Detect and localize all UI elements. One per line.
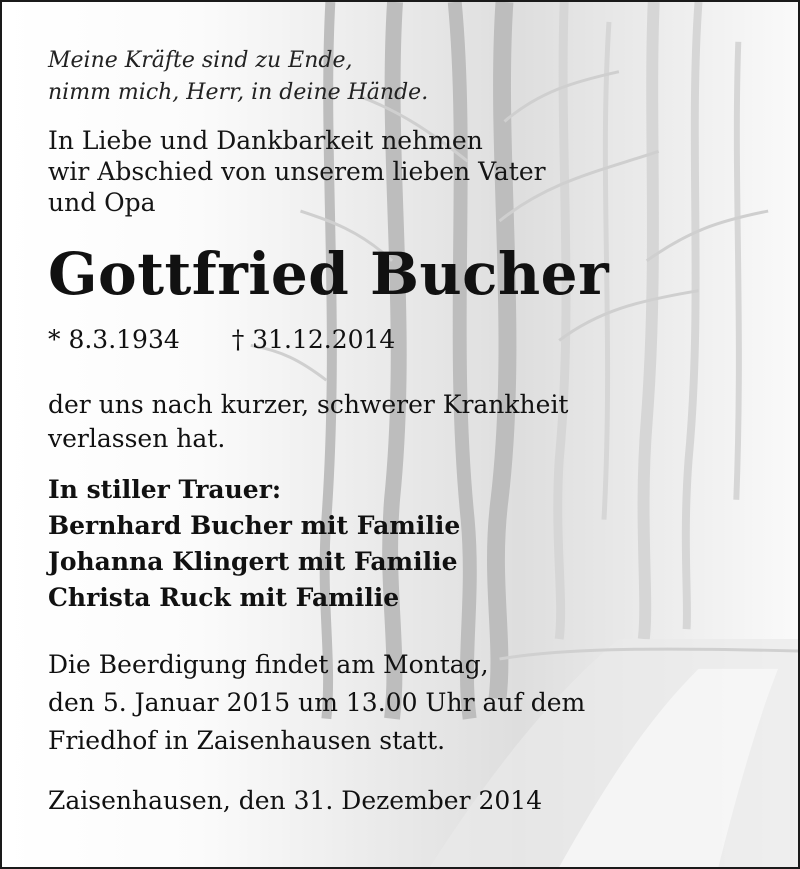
farewell-line: der uns nach kurzer, schwerer Krankheit xyxy=(48,390,569,419)
funeral-line: Die Beerdigung findet am Montag, xyxy=(48,650,489,679)
place-and-date: Zaisenhausen, den 31. Dezember 2014 xyxy=(48,786,543,815)
funeral-info xyxy=(48,646,778,760)
mourner-entry: Bernhard Bucher mit Familie xyxy=(48,511,461,540)
funeral-line: den 5. Januar 2015 um 13.00 Uhr auf dem xyxy=(48,688,586,717)
life-dates xyxy=(48,323,778,357)
death-date: † 31.12.2014 xyxy=(231,325,396,354)
intro-line: und Opa xyxy=(48,188,156,217)
farewell-line: verlassen hat. xyxy=(48,424,226,453)
motto-verse xyxy=(48,45,778,109)
mourners-list xyxy=(48,472,778,616)
mourner-entry: Christa Ruck mit Familie xyxy=(48,583,400,612)
notice-content xyxy=(48,45,778,819)
intro-text xyxy=(48,125,778,218)
funeral-line: Friedhof in Zaisenhausen statt. xyxy=(48,726,446,755)
mourners-heading: In stiller Trauer: xyxy=(48,475,282,504)
intro-line: wir Abschied von unserem lieben Vater xyxy=(48,157,546,186)
birth-date: * 8.3.1934 xyxy=(48,325,180,354)
motto-line: Meine Kräfte sind zu Ende, xyxy=(48,48,353,73)
intro-line: In Liebe und Dankbarkeit nehmen xyxy=(48,126,483,155)
mourner-entry: Johanna Klingert mit Familie xyxy=(48,547,458,576)
farewell-text xyxy=(48,388,778,456)
deceased-name: Gottfried Bucher xyxy=(48,240,610,308)
motto-line: nimm mich, Herr, in deine Hände. xyxy=(48,80,429,105)
